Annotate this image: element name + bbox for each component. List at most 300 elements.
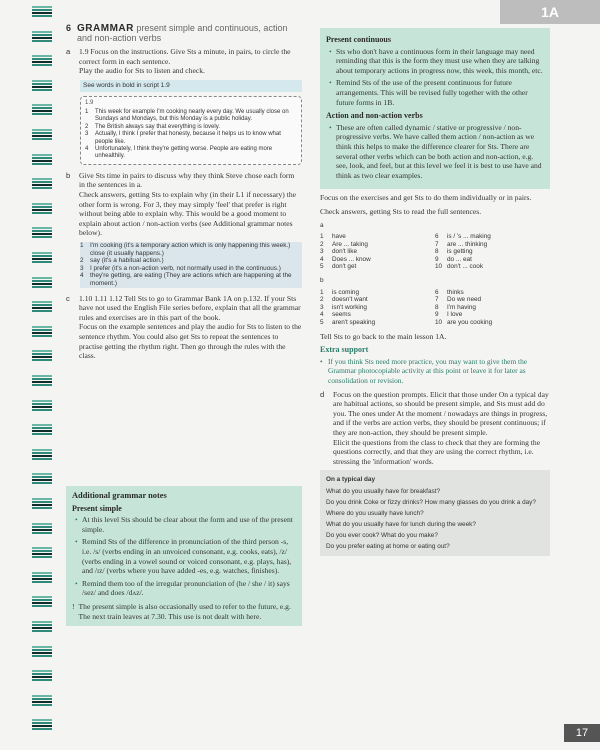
binding-ring — [32, 350, 52, 364]
answer-number: 8 — [435, 248, 439, 256]
binding-dash — [32, 649, 52, 651]
answer-text: I'm cooking (it's a temporary action which is only happening this week.) — [90, 241, 291, 249]
binding-dash — [32, 86, 52, 88]
binding-dash — [32, 504, 52, 506]
step-d-text-2: Elicit the questions from the class to check that they are forming the questions correctly, and that they are using the correct rhythm, i.e. stressing the 'information' words. — [333, 437, 541, 466]
binding-dash — [32, 209, 52, 211]
answer-number: 3 — [320, 248, 324, 256]
answer-number: 2 — [320, 240, 324, 248]
binding-dash — [32, 178, 52, 180]
answer-number: 1 — [80, 241, 84, 249]
answer-cell — [435, 233, 550, 241]
script-line-text: Actually, I think I prefer that honesty, because it helps us to know what people like. — [95, 131, 281, 145]
binding-dash — [32, 277, 52, 279]
binding-dash — [32, 138, 52, 140]
answer-text: seems — [332, 311, 351, 319]
binding-dash — [32, 526, 52, 528]
answer-cell — [435, 304, 550, 312]
action-verbs-bullet: • These are often called dynamic / stative or progressive / non-progressive verbs. We have called them action / non-action as we think this helps to make the difference clearer for Sts. There are several other verbs which can be both action and non-action, e.g. see, look, and feel, but at this level we feel it is best to use have and think as two clear examples. — [336, 123, 544, 181]
binding-ring — [32, 129, 52, 143]
binding-dash — [32, 236, 52, 238]
step-d — [320, 390, 550, 467]
binding-dash — [32, 501, 52, 503]
script-line — [85, 109, 297, 124]
answer-text: they're getting, are eating (They are actions which are happening at the moment.) — [90, 272, 292, 287]
notes-bullet: • Remind Sts of the difference in pronunciation of the third person -s, i.e. /s/ (verbs ending in an unvoiced consonant, e.g. cooks, eats), /z/ (verbs ending in a vowel sound or voiced consonant, e.g. plays, has), and /ɪz/ (verbs where you have added -es, e.g. watches, finishes). — [82, 537, 296, 575]
notes-bullet: • At this level Sts should be clear about the form and use of the present simple. — [82, 515, 296, 534]
answer-text: Are ... taking — [332, 240, 368, 248]
binding-dash — [32, 378, 52, 380]
binding-dash — [32, 529, 52, 531]
binding-dash — [32, 157, 52, 159]
step-a-text-1: 1.9 Focus on the instructions. Give Sts a minute, in pairs, to circle the correct form in each sentence. — [79, 47, 291, 66]
answer-text: don't ... cook — [447, 263, 484, 271]
step-a — [66, 47, 302, 76]
extra-support-title: Extra support — [320, 345, 369, 355]
binding-dash — [32, 532, 52, 534]
answer-cell — [320, 319, 435, 327]
answer-text: don't like — [332, 248, 358, 256]
notes-exception — [72, 602, 296, 621]
script-line-number: 2 — [85, 123, 89, 130]
binding-dash — [32, 725, 52, 727]
left-notes-column — [66, 482, 302, 630]
binding-dash — [32, 286, 52, 288]
answer-number: 1 — [320, 288, 324, 296]
binding-dash — [32, 129, 52, 131]
binding-ring — [32, 473, 52, 487]
binding-dash — [32, 596, 52, 598]
binding-dash — [32, 400, 52, 402]
binding-dash — [32, 55, 52, 57]
binding-dash — [32, 301, 52, 303]
binding-dash — [32, 187, 52, 189]
binding-dash — [32, 203, 52, 205]
binding-dash — [32, 581, 52, 583]
answer-number: 2 — [320, 296, 324, 304]
present-continuous-bullet: • Sts who don't have a continuous form in their language may need reminding that this is the form they must use when they are talking about temporary actions in progress now, this week, this month, etc. — [336, 47, 544, 76]
binding-dash — [32, 307, 52, 309]
script-line-text: Unfortunately, I think they're getting worse. People are eating more unhealthily. — [95, 146, 273, 160]
answer-number — [80, 250, 86, 258]
answer-cell — [435, 256, 550, 264]
answer-text: doesn't want — [332, 296, 368, 304]
section-number: 6 — [66, 23, 72, 33]
grammar-notes-continued — [320, 28, 550, 189]
answer-text: is / 's ... making — [447, 233, 491, 241]
answers-b-label: b — [320, 277, 324, 285]
answers-a — [320, 233, 550, 271]
binding-dash — [32, 547, 52, 549]
right-p1: Focus on the exercises and get Sts to do them individually or in pairs. — [320, 193, 532, 203]
see-words-note: See words in bold in script 1.9 — [80, 80, 302, 92]
binding-ring — [32, 547, 52, 561]
binding-dash — [32, 646, 52, 648]
answer-number: 1 — [320, 233, 324, 241]
binding-dash — [32, 252, 52, 254]
answer-number: 3 — [80, 264, 84, 272]
binding-dash — [32, 326, 52, 328]
binding-dash — [32, 6, 52, 8]
present-continuous-title: Present continuous — [326, 35, 391, 44]
step-c-label: c — [66, 293, 70, 303]
binding-dash — [32, 104, 52, 106]
answer-text: close (it usually happens.) — [90, 249, 164, 257]
script-line-number: 1 — [85, 108, 89, 115]
binding-ring — [32, 277, 52, 291]
binding-dash — [32, 455, 52, 457]
binding-ring — [32, 252, 52, 266]
answer-text: aren't speaking — [332, 319, 376, 327]
binding-dash — [32, 523, 52, 525]
binding-dash — [32, 695, 52, 697]
script-line-number: 3 — [85, 131, 89, 138]
binding-dash — [32, 135, 52, 137]
binding-dash — [32, 670, 52, 672]
binding-dash — [32, 304, 52, 306]
binding-ring — [32, 719, 52, 733]
answer-cell — [320, 296, 435, 304]
binding-ring — [32, 104, 52, 118]
binding-ring — [32, 572, 52, 586]
binding-ring — [32, 523, 52, 537]
binding-dash — [32, 452, 52, 454]
binding-dash — [32, 80, 52, 82]
answer-number: 9 — [435, 311, 439, 319]
script-line — [85, 131, 297, 146]
binding-ring — [32, 646, 52, 660]
answer-number: 10 — [435, 319, 443, 327]
answer-cell — [435, 311, 550, 319]
step-a-label: a — [66, 47, 71, 57]
binding-dash — [32, 163, 52, 165]
binding-dash — [32, 698, 52, 700]
page-number: 17 — [564, 724, 600, 742]
binding-dash — [32, 283, 52, 285]
binding-dash — [32, 498, 52, 500]
answer-text: I love — [447, 311, 463, 319]
binding-dash — [32, 479, 52, 481]
binding-dash — [32, 553, 52, 555]
audio-script-box — [80, 96, 302, 165]
binding-dash — [32, 227, 52, 229]
step-a-text-2: Play the audio for Sts to listen and check. — [79, 66, 205, 76]
binding-dash — [32, 113, 52, 115]
binding-dash — [32, 37, 52, 39]
binding-dash — [32, 679, 52, 681]
binding-dash — [32, 630, 52, 632]
answers-a-label: a — [320, 221, 324, 229]
binding-dash — [32, 359, 52, 361]
binding-dash — [32, 550, 52, 552]
binding-dash — [32, 409, 52, 411]
answer-text: don't get — [332, 263, 357, 271]
answer-text: Does ... know — [332, 255, 371, 263]
script-head: 1.9 — [85, 99, 94, 106]
script-line — [85, 124, 297, 131]
present-continuous-bullet: • Remind Sts of the use of the present continuous for future arrangements. This will be revised fully together with the other future forms in 1B. — [336, 78, 544, 107]
answer-cell — [435, 296, 550, 304]
spiral-binding — [0, 0, 58, 750]
binding-dash — [32, 31, 52, 33]
answer-number: 5 — [320, 263, 324, 271]
binding-ring — [32, 301, 52, 315]
binding-dash — [32, 375, 52, 377]
answer-cell — [320, 248, 435, 256]
binding-ring — [32, 375, 52, 389]
binding-dash — [32, 728, 52, 730]
binding-dash — [32, 132, 52, 134]
answer-number: 4 — [320, 255, 324, 263]
notes-exception-text: The present simple is also occasionally used to refer to the future, e.g. The next train leaves at 7.30. This use is not dealt with here. — [78, 601, 291, 621]
binding-dash — [32, 655, 52, 657]
notes-subtitle: Present simple — [72, 503, 122, 513]
answer-number: 6 — [435, 288, 439, 296]
binding-ring — [32, 424, 52, 438]
binding-dash — [32, 356, 52, 358]
answer-text: say (it's a habitual action.) — [90, 257, 164, 265]
script-line-text: The British always say that everything is lovely. — [95, 123, 220, 130]
binding-ring — [32, 203, 52, 217]
question-prompt: Do you drink Coke or fizzy drinks? How many glasses do you drink a day? — [326, 499, 536, 507]
binding-dash — [32, 15, 52, 17]
binding-dash — [32, 476, 52, 478]
step-d-label: d — [320, 389, 325, 399]
answer-text: thinks — [447, 288, 464, 296]
step-c — [66, 294, 302, 361]
binding-dash — [32, 458, 52, 460]
binding-dash — [32, 212, 52, 214]
binding-dash — [32, 58, 52, 60]
section-title-bold: GRAMMAR — [77, 23, 134, 34]
binding-dash — [32, 599, 52, 601]
script-line-number: 4 — [85, 146, 89, 152]
answer-number: 7 — [435, 240, 439, 248]
binding-dash — [32, 280, 52, 282]
binding-dash — [32, 40, 52, 42]
binding-dash — [32, 676, 52, 678]
answer-cell — [320, 311, 435, 319]
binding-dash — [32, 83, 52, 85]
answer-row — [80, 272, 302, 287]
exclamation-icon: ! — [72, 601, 75, 611]
step-b — [66, 171, 302, 238]
answer-number: 8 — [435, 303, 439, 311]
binding-dash — [32, 652, 52, 654]
answer-cell — [320, 233, 435, 241]
binding-dash — [32, 673, 52, 675]
question-prompt: Do you prefer eating at home or eating out? — [326, 543, 450, 551]
qbox-title: On a typical day — [326, 476, 376, 484]
extra-support-body: • If you think Sts need more practice, you may want to give them the Grammar photocopiable activity at this point or leave it for later as consolidation or revision. — [320, 357, 550, 386]
notes-bullet: • Remind them too of the irregular pronunciation of (he / she / it) says /sez/ and does /dʌz/. — [82, 579, 296, 598]
binding-dash — [32, 310, 52, 312]
binding-dash — [32, 61, 52, 63]
binding-ring — [32, 31, 52, 45]
binding-dash — [32, 9, 52, 11]
question-prompt: Where do you usually have lunch? — [326, 510, 424, 518]
step-b-text-1: Give Sts time in pairs to discuss why they think Steve chose each form in the sentences in a. — [79, 170, 295, 190]
binding-dash — [32, 184, 52, 186]
binding-ring — [32, 227, 52, 241]
binding-dash — [32, 353, 52, 355]
answer-cell — [435, 241, 550, 249]
right-p3: Tell Sts to go back to the main lesson 1A. — [320, 331, 447, 341]
binding-dash — [32, 430, 52, 432]
additional-grammar-notes — [66, 486, 302, 626]
answers-b — [80, 242, 302, 288]
binding-dash — [32, 64, 52, 66]
binding-ring — [32, 621, 52, 635]
binding-dash — [32, 449, 52, 451]
left-column — [66, 24, 302, 365]
answer-number: 10 — [435, 263, 443, 271]
answer-row — [80, 250, 302, 258]
unit-tab: 1A — [500, 0, 600, 24]
binding-dash — [32, 160, 52, 162]
question-prompt: Do you ever cook? What do you make? — [326, 532, 438, 540]
binding-dash — [32, 12, 52, 14]
binding-dash — [32, 627, 52, 629]
binding-dash — [32, 258, 52, 260]
binding-dash — [32, 482, 52, 484]
binding-dash — [32, 602, 52, 604]
binding-dash — [32, 406, 52, 408]
binding-dash — [32, 89, 52, 91]
binding-dash — [32, 110, 52, 112]
step-b-text-2: Check answers, getting Sts to explain why (in their L1 if necessary) the other form is wrong. For 3, they may simply 'feel' that prefer is right without being able to explain why. This would be a good moment to explain about action / non-action verbs (see Additional grammar notes below). — [79, 190, 297, 238]
binding-ring — [32, 596, 52, 610]
answer-cell — [320, 304, 435, 312]
answer-text: is getting — [447, 248, 473, 256]
binding-dash — [32, 701, 52, 703]
binding-ring — [32, 670, 52, 684]
binding-ring — [32, 55, 52, 69]
step-b-label: b — [66, 170, 71, 180]
binding-dash — [32, 605, 52, 607]
binding-dash — [32, 381, 52, 383]
answer-number: 6 — [435, 233, 439, 241]
binding-dash — [32, 181, 52, 183]
binding-dash — [32, 206, 52, 208]
binding-ring — [32, 178, 52, 192]
binding-ring — [32, 498, 52, 512]
binding-ring — [32, 326, 52, 340]
binding-ring — [32, 449, 52, 463]
binding-dash — [32, 704, 52, 706]
answer-number: 7 — [435, 296, 439, 304]
answer-text: Do we need — [447, 296, 482, 304]
binding-dash — [32, 335, 52, 337]
binding-dash — [32, 107, 52, 109]
binding-dash — [32, 433, 52, 435]
answer-text: do ... eat — [447, 255, 472, 263]
answer-number: 4 — [320, 311, 324, 319]
answer-text: isn't working — [332, 303, 367, 311]
answer-text: are you cooking — [447, 319, 493, 327]
binding-dash — [32, 621, 52, 623]
binding-dash — [32, 384, 52, 386]
right-column — [320, 24, 550, 556]
binding-ring — [32, 80, 52, 94]
binding-ring — [32, 400, 52, 414]
binding-dash — [32, 332, 52, 334]
binding-dash — [32, 261, 52, 263]
answer-cell — [435, 319, 550, 327]
binding-dash — [32, 575, 52, 577]
binding-dash — [32, 624, 52, 626]
right-p2: Check answers, getting Sts to read the full sentences. — [320, 206, 482, 216]
script-line-text: This week for example I'm cooking nearly every day. We usually close on Sundays and Mondays, but this Monday is a public holiday. — [95, 108, 289, 123]
binding-dash — [32, 719, 52, 721]
answer-number: 2 — [80, 257, 84, 265]
answer-text: is coming — [332, 288, 359, 296]
answer-cell — [320, 289, 435, 297]
answer-text: are ... thinking — [447, 240, 488, 248]
binding-dash — [32, 154, 52, 156]
answer-cell — [435, 289, 550, 297]
binding-dash — [32, 473, 52, 475]
answer-row — [80, 265, 302, 273]
binding-dash — [32, 424, 52, 426]
binding-ring — [32, 6, 52, 20]
action-verbs-title: Action and non-action verbs — [326, 111, 423, 121]
answer-cell — [435, 248, 550, 256]
binding-dash — [32, 722, 52, 724]
binding-dash — [32, 329, 52, 331]
binding-dash — [32, 34, 52, 36]
question-prompt: What do you usually have for lunch during the week? — [326, 521, 476, 529]
answer-cell — [320, 241, 435, 249]
answer-text: I prefer (it's a non-action verb, not normally used in the continuous.) — [90, 264, 281, 272]
answer-text: I'm having — [447, 303, 476, 311]
binding-dash — [32, 255, 52, 257]
binding-dash — [32, 403, 52, 405]
binding-dash — [32, 233, 52, 235]
binding-dash — [32, 507, 52, 509]
answers-b-grid — [320, 289, 550, 327]
binding-dash — [32, 578, 52, 580]
script-line — [85, 146, 297, 161]
answer-number: 4 — [80, 272, 84, 280]
answer-cell — [320, 256, 435, 264]
answer-row — [80, 242, 302, 250]
answer-cell — [320, 263, 435, 271]
answer-cell — [435, 263, 550, 271]
answer-row — [80, 257, 302, 265]
binding-dash — [32, 556, 52, 558]
binding-dash — [32, 350, 52, 352]
step-c-text-1: 1.10 1.11 1.12 Tell Sts to go to Grammar Bank 1A on p.132. If your Sts have not used the English File series before, explain that all the grammar rules and exercises are in this part of the book. — [79, 293, 301, 322]
notes-title: Additional grammar notes — [72, 491, 167, 500]
binding-dash — [32, 427, 52, 429]
answer-text: have — [332, 233, 346, 241]
question-prompts-box — [320, 470, 550, 556]
binding-dash — [32, 230, 52, 232]
section-header — [66, 24, 302, 43]
step-c-text-2: Focus on the example sentences and play the audio for Sts to listen to the sentence rhythm. You could also get Sts to repeat the sentences to practise getting the rhythm right. Then go through the rules with the class. — [79, 322, 302, 361]
answer-number: 3 — [320, 303, 324, 311]
answer-number: 5 — [320, 319, 324, 327]
section-title — [77, 24, 302, 43]
binding-dash — [32, 572, 52, 574]
binding-ring — [32, 154, 52, 168]
step-d-text-1: Focus on the question prompts. Elicit that those under On a typical day are habitual actions, so should be present simple, and Sts must add do you. The ones under At the moment / nowadays are things in progress, and if the verbs are action verbs, they should be present continuous; if they are non-action, they should be present simple. — [333, 389, 549, 437]
question-prompt: What do you usually have for breakfast? — [326, 488, 441, 496]
answer-number: 9 — [435, 255, 439, 263]
binding-ring — [32, 695, 52, 709]
section-title-rest: present simple and continuous, action and non-action verbs — [77, 23, 288, 43]
